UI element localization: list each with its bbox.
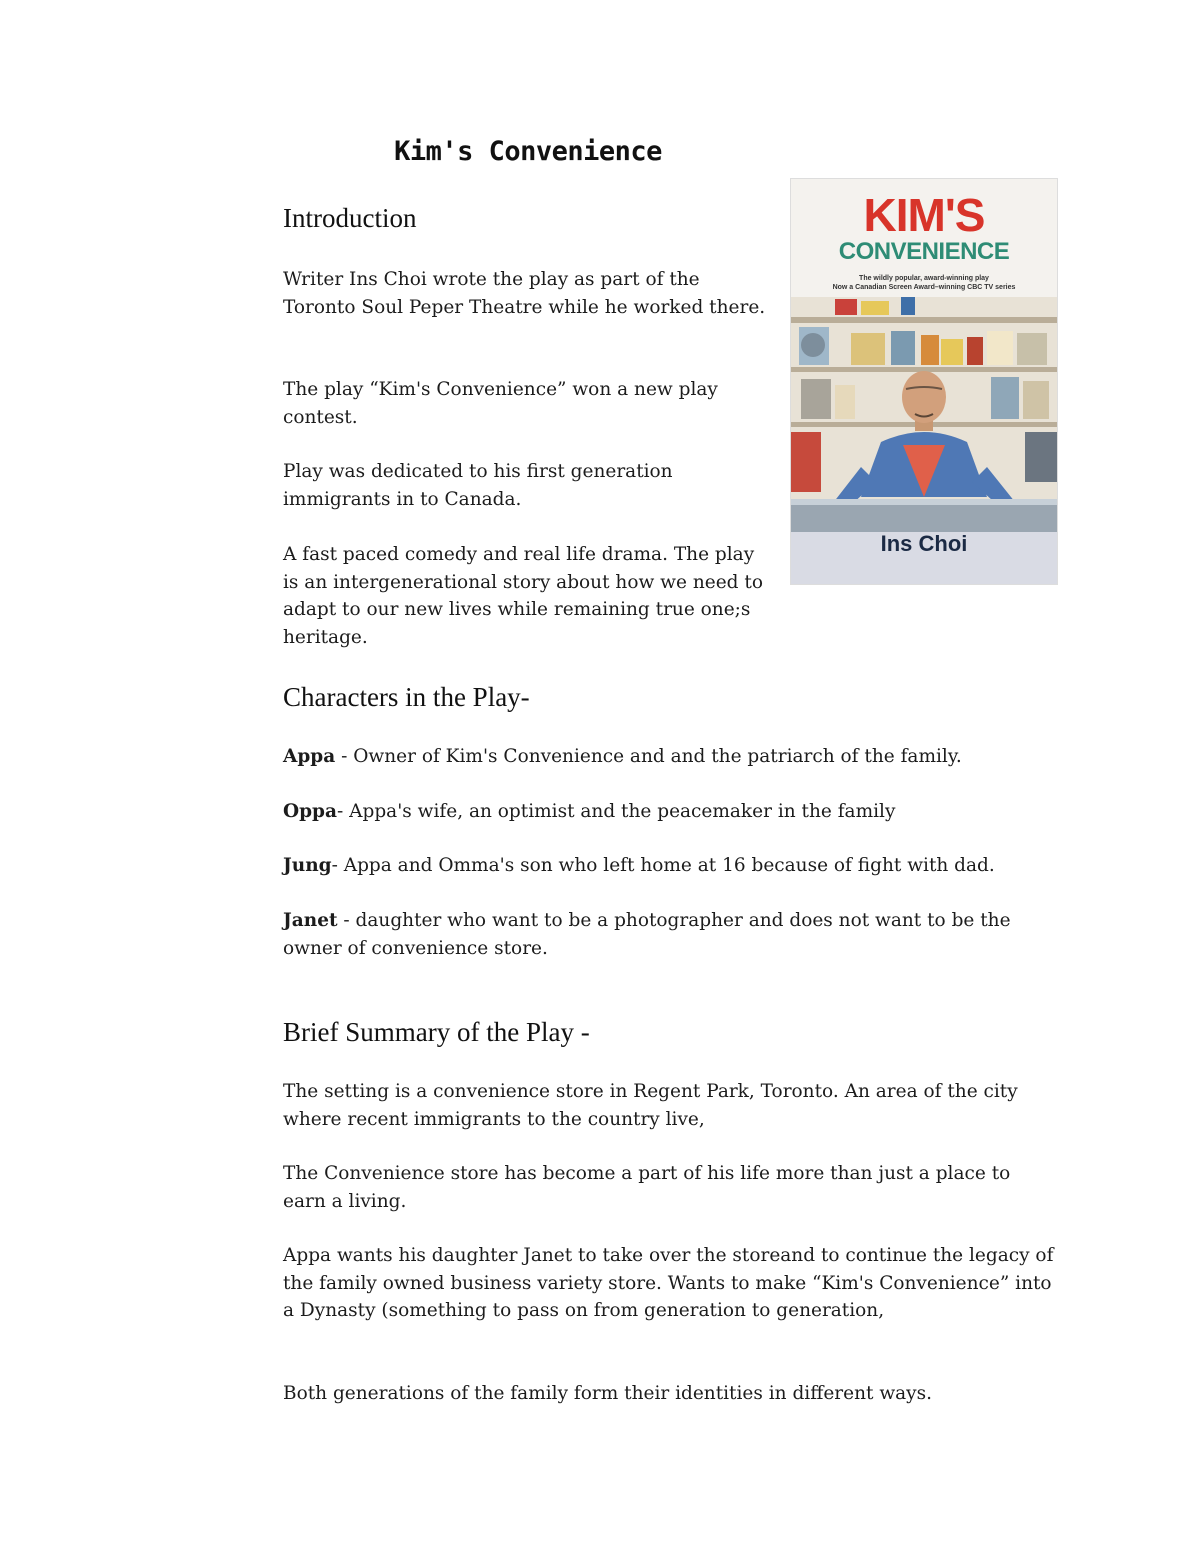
cover-author: Ins Choi [880, 531, 968, 556]
intro-paragraph: Writer Ins Choi wrote the play as part of the Toronto Soul Peper Theatre while he worked there. [283, 269, 766, 318]
document-title: Kim's Convenience [394, 136, 662, 167]
characters-heading: Characters in the Play- [283, 682, 530, 712]
introduction-heading: Introduction [283, 203, 417, 233]
character-description: - Appa's wife, an optimist and the peacemaker in the family [336, 801, 896, 822]
intro-paragraph: A fast paced comedy and real life drama. The play is an intergenerational story about how we need to adapt to our new lives while remaining true one;s heritage. [283, 544, 763, 648]
character-entry [283, 907, 1058, 962]
character-description: - daughter who want to be a photographer and does not want to be the owner of convenience store. [283, 910, 1011, 959]
cover-tagline-2: Now a Canadian Screen Award–winning CBC TV series [832, 284, 1016, 291]
summary-paragraph: The Convenience store has become a part of his life more than just a place to earn a living. [283, 1163, 1011, 1212]
character-name: Appa [283, 746, 336, 767]
intro-paragraph: Play was dedicated to his first generation immigrants in to Canada. [283, 461, 673, 510]
summary-paragraph: The setting is a convenience store in Regent Park, Toronto. An area of the city where recent immigrants to the country live, [283, 1081, 1018, 1130]
summary-paragraph: Appa wants his daughter Janet to take over the storeand to continue the legacy of the family owned business variety store. Wants to make “Kim's Convenience” into a Dynasty (something to pass on from generation to generation, [283, 1245, 1054, 1321]
cover-title-line2: CONVENIENCE [838, 238, 1010, 265]
character-name: Jung [283, 855, 332, 876]
character-description: - Appa and Omma's son who left home at 16 because of fight with dad. [331, 855, 995, 876]
intro-paragraph: The play “Kim's Convenience” won a new play contest. [283, 379, 718, 428]
book-cover-image [790, 178, 1058, 585]
cover-title-line1: KIM'S [863, 189, 985, 241]
summary-paragraph: Both generations of the family form their identities in different ways. [283, 1383, 933, 1404]
character-entry [283, 743, 1058, 771]
character-entry [283, 852, 1058, 880]
character-description: - Owner of Kim's Convenience and and the patriarch of the family. [335, 746, 962, 767]
character-name: Janet [283, 910, 338, 931]
character-entry [283, 798, 1058, 826]
character-name: Oppa [283, 801, 337, 822]
summary-heading: Brief Summary of the Play - [283, 1017, 590, 1047]
cover-tagline-1: The wildly popular, award-winning play [859, 275, 989, 282]
